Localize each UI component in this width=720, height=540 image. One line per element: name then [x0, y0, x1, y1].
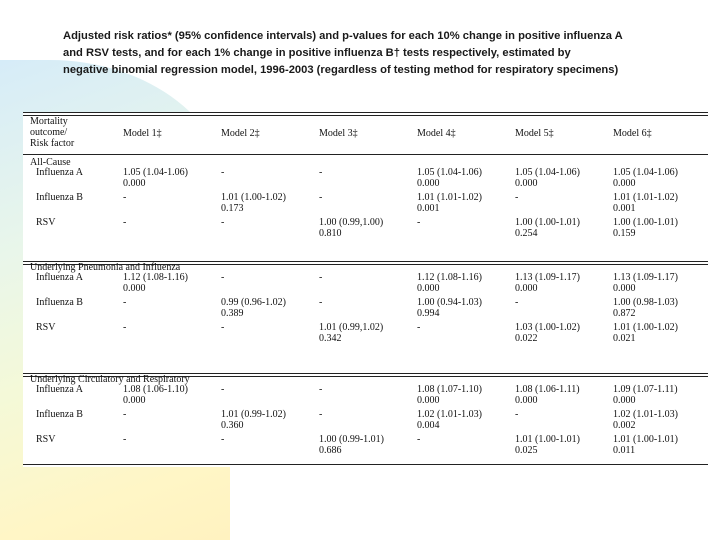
p-value: 0.000	[417, 178, 440, 189]
p-value: 0.000	[123, 283, 146, 294]
estimate-value: -	[319, 192, 323, 203]
estimate-value: 1.00 (1.00-1.01)	[613, 217, 678, 228]
estimate-value: 1.05 (1.04-1.06)	[515, 167, 580, 178]
p-value: 0.000	[123, 178, 146, 189]
estimate-value: -	[515, 192, 519, 203]
slide-title	[63, 28, 683, 79]
title-line-3: negative binomial regression model, 1996-2003 (regardless of testing method for respiratory specimens)	[63, 64, 619, 76]
p-value: 0.872	[613, 308, 636, 319]
estimate-value: 1.00 (0.99,1.00)	[319, 217, 384, 228]
table-rule	[23, 112, 708, 116]
p-value: 0.000	[123, 395, 146, 406]
stub-header-line: Mortality	[30, 116, 68, 127]
p-value: 0.001	[613, 203, 636, 214]
estimate-value: -	[221, 272, 225, 283]
estimate-value: 1.01 (1.00-1.02)	[221, 192, 286, 203]
estimate-value: -	[123, 297, 127, 308]
column-header: Model 6‡	[613, 128, 652, 139]
estimate-value: -	[417, 217, 421, 228]
estimate-value: 1.00 (1.00-1.01)	[515, 217, 580, 228]
results-table	[23, 112, 708, 467]
p-value: 0.000	[613, 395, 636, 406]
estimate-value: 1.12 (1.08-1.16)	[417, 272, 482, 283]
row-label: Influenza B	[36, 297, 83, 308]
p-value: 0.022	[515, 333, 538, 344]
p-value: 0.001	[417, 203, 440, 214]
title-line-2: and RSV tests, and for each 1% change in positive influenza B† tests respectively, estimated by	[63, 47, 571, 59]
estimate-value: 1.05 (1.04-1.06)	[123, 167, 188, 178]
p-value: 0.004	[417, 420, 440, 431]
estimate-value: 1.08 (1.06-1.10)	[123, 384, 188, 395]
estimate-value: -	[221, 167, 225, 178]
row-label: Influenza B	[36, 192, 83, 203]
p-value: 0.810	[319, 228, 342, 239]
row-label: Influenza A	[36, 384, 83, 395]
estimate-value: -	[123, 192, 127, 203]
column-header: Model 3‡	[319, 128, 358, 139]
estimate-value: 1.02 (1.01-1.03)	[417, 409, 482, 420]
section-label: Underlying Circulatory and Respiratory	[30, 374, 190, 385]
row-label: RSV	[36, 217, 56, 228]
estimate-value: -	[123, 322, 127, 333]
p-value: 0.000	[613, 283, 636, 294]
estimate-value: -	[221, 434, 225, 445]
estimate-value: 1.01 (0.99-1.02)	[221, 409, 286, 420]
estimate-value: -	[417, 434, 421, 445]
row-label: RSV	[36, 322, 56, 333]
table-rule	[23, 464, 708, 465]
estimate-value: 1.13 (1.09-1.17)	[515, 272, 580, 283]
p-value: 0.159	[613, 228, 636, 239]
p-value: 0.360	[221, 420, 244, 431]
estimate-value: 1.01 (1.01-1.02)	[417, 192, 482, 203]
p-value: 0.000	[515, 395, 538, 406]
estimate-value: -	[515, 297, 519, 308]
estimate-value: -	[319, 297, 323, 308]
estimate-value: 1.01 (1.00-1.01)	[613, 434, 678, 445]
estimate-value: -	[123, 434, 127, 445]
p-value: 0.254	[515, 228, 538, 239]
estimate-value: 1.01 (1.01-1.02)	[613, 192, 678, 203]
estimate-value: 1.13 (1.09-1.17)	[613, 272, 678, 283]
p-value: 0.000	[417, 395, 440, 406]
estimate-value: -	[515, 409, 519, 420]
estimate-value: -	[417, 322, 421, 333]
p-value: 0.002	[613, 420, 636, 431]
estimate-value: 1.08 (1.07-1.10)	[417, 384, 482, 395]
estimate-value: -	[123, 217, 127, 228]
estimate-value: 1.01 (0.99,1.02)	[319, 322, 384, 333]
estimate-value: -	[319, 409, 323, 420]
estimate-value: 1.00 (0.99-1.01)	[319, 434, 384, 445]
p-value: 0.342	[319, 333, 342, 344]
p-value: 0.389	[221, 308, 244, 319]
estimate-value: 1.03 (1.00-1.02)	[515, 322, 580, 333]
estimate-value: -	[319, 167, 323, 178]
p-value: 0.173	[221, 203, 244, 214]
p-value: 0.011	[613, 445, 636, 456]
row-label: Influenza A	[36, 272, 83, 283]
section-label: All-Cause	[30, 157, 71, 168]
p-value: 0.994	[417, 308, 440, 319]
p-value: 0.000	[613, 178, 636, 189]
estimate-value: 1.01 (1.00-1.02)	[613, 322, 678, 333]
estimate-value: 1.08 (1.06-1.11)	[515, 384, 580, 395]
p-value: 0.000	[515, 178, 538, 189]
estimate-value: 0.99 (0.96-1.02)	[221, 297, 286, 308]
section-label: Underlying Pneumonia and Influenza	[30, 262, 181, 273]
table-rule	[23, 154, 708, 155]
estimate-value: -	[319, 272, 323, 283]
column-header: Model 1‡	[123, 128, 162, 139]
column-header: Model 4‡	[417, 128, 456, 139]
p-value: 0.025	[515, 445, 538, 456]
estimate-value: -	[123, 409, 127, 420]
estimate-value: -	[319, 384, 323, 395]
p-value: 0.686	[319, 445, 342, 456]
estimate-value: 1.12 (1.08-1.16)	[123, 272, 188, 283]
p-value: 0.000	[417, 283, 440, 294]
estimate-value: 1.00 (0.94-1.03)	[417, 297, 482, 308]
p-value: 0.021	[613, 333, 636, 344]
estimate-value: -	[221, 217, 225, 228]
p-value: 0.000	[515, 283, 538, 294]
column-header: Model 5‡	[515, 128, 554, 139]
stub-header-line: outcome/	[30, 127, 68, 138]
estimate-value: 1.05 (1.04-1.06)	[613, 167, 678, 178]
row-label: Influenza B	[36, 409, 83, 420]
row-label: Influenza A	[36, 167, 83, 178]
estimate-value: 1.00 (0.98-1.03)	[613, 297, 678, 308]
title-line-1: Adjusted risk ratios* (95% confidence intervals) and p-values for each 10% change in positive influenza A	[63, 30, 623, 42]
estimate-value: 1.05 (1.04-1.06)	[417, 167, 482, 178]
estimate-value: 1.09 (1.07-1.11)	[613, 384, 678, 395]
estimate-value: -	[221, 322, 225, 333]
estimate-value: -	[221, 384, 225, 395]
row-label: RSV	[36, 434, 56, 445]
estimate-value: 1.02 (1.01-1.03)	[613, 409, 678, 420]
stub-header-line: Risk factor	[30, 138, 75, 149]
estimate-value: 1.01 (1.00-1.01)	[515, 434, 580, 445]
column-header: Model 2‡	[221, 128, 260, 139]
